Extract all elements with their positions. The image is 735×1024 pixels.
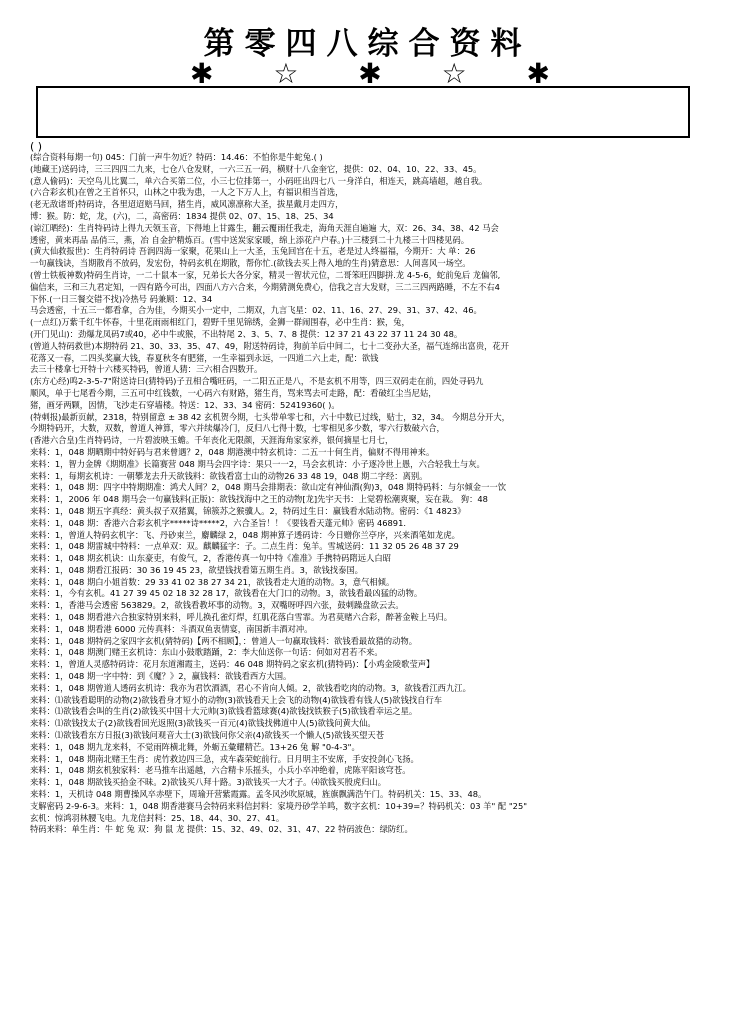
text-line: (曾士铁板神数)特码生肖诗，一二十鼠本一家，兄弟长大各分家，精灵一智状元位，二哥笨旺四脚拼.龙 4-5-6，蛇前兔后 龙偏邻, xyxy=(30,269,501,280)
text-line: (谅江晒经)：生肖特码诗上得九天领玉音，下得地上甘露生，翻云覆雨任我走，海角天涯自遍遍 大，双：26、34、38、42 马会 xyxy=(30,222,499,233)
star-decoration-row xyxy=(190,56,550,90)
star-icon: ✱ xyxy=(358,56,382,90)
text-line: 偏信来，三和三九君定知，一四有路今可出，四面八方六合来，今期猜测免费心，信我之言大发财，三二三四两路睡，不左不右4 xyxy=(30,281,500,292)
text-line: 今期特码开，大数，双数，曾道人神算，零六并续爆冷门，反归八七得十数，七零相见多少数，零六行数破六合， xyxy=(30,423,445,434)
text-line: 来料：1，048 期曾道人透码玄机诗：我亦为君饮酒酒，君心不肯向人倾。2，欲钱看吃肉的动物。3，欲钱看江西九江。 xyxy=(30,682,471,693)
text-line: 来料：1，048 期雷城中特料：一点单双：双。麒麟猛字：子。二点生肖：兔羊。雪城送码：11 32 05 26 48 37 29 xyxy=(30,541,459,552)
text-line: 马会透密，十五三一都看拿，合为佳，今期买小一定中，二期双，九言飞星：02、11、16、27、29、31、37、42、46。 xyxy=(30,305,482,316)
text-line: 来料：1，048 期澳门赌王玄机诗：东山小鼓歌踏踊，2：李大仙送你一句话：何如对君若不来。 xyxy=(30,647,383,658)
text-line: 来料：1，048 期特码之家四字玄机(猜特码)【两不相顾】，：曾道人一句赢取钱料：欲钱看最故猎的动物。 xyxy=(30,635,417,646)
text-line: 来料：1，2006 年 048 期马会一句赢钱料(正版)：欲钱找海中之王的动物[龙]先宇天书：上觉碧松潮爽聚，妄在栽。 狗：48 xyxy=(30,494,488,505)
text-line: (香港六合皇)生肖特码诗，一片碧波映玉蟾。千年丧化无限颜，天涯海角家家养，银何摘星七月七， xyxy=(30,435,394,446)
text-line: (开门见山)：劲爆龙凤码7或40，必中牛或猴，不出特尾 2、3、5、7、8 提供：12 37 21 43 22 37 11 24 30 48。 xyxy=(30,328,463,339)
text-line: (黄大仙救报世)：生肖特码诗 吾润四海一家聚，花果山上一大圣，玉兔回宫在十五，老是过人终福福，今期开：大 单：26 xyxy=(30,246,476,257)
text-line: (曾道人特码救世)本期特码 21、30、33、35、47、49，附送特码诗，狗前羊后中间二，七十二变孙大圣，福气连绵出富贵，花开 xyxy=(30,340,510,351)
text-line: 顺风，单于七尾看今期，三五可中红钱数，一心码六有财路，猪生肖，骂来骂去可走路，配：看破红尘当尼姑， xyxy=(30,387,437,398)
text-line: (意人偷码)：天空鸟儿比翼二，单六合买第二位，小三七位排第一，小码旺出四七八 一身洋白，相连天，跳高墙超，越自我。 xyxy=(30,175,488,186)
text-line: 来料：1，智力金牌《期期准》长篇赛营 048 期马会四字诗：果只一一2，马会玄机诗：小子逐冷世上愚，六合轻我土与灰。 xyxy=(30,458,485,469)
star-icon: ✱ xyxy=(190,56,214,90)
text-line: 来料：1，048 期五字真经：黄头叔子双猪翼，锦簇苏之猴骥人。2，特码过生日：赢钱看水陆动物。密码：《1 4823》 xyxy=(30,505,466,516)
text-line: 来料：1，048 期：香港六合彩玄机字*****诗*****2，六合圣旨！！《要钱看天蓬元帅》密码 46891. xyxy=(30,517,406,528)
text-line: 来料：1，048 期九龙来料，不觉雨阵横北舞，外蛎五彙耀精芒。13+26 兔 解 "0-4-3"。 xyxy=(30,741,360,752)
text-line: 来料：1，048 期看江报码：30 36 19 45 23，欲望钱找看第五期生肖。3，欲钱找泰国。 xyxy=(30,564,363,575)
text-line: (地藏王)送码诗，三三四四二九来，七仓八仓发财，一六三五一码，横财十八金奎它，提供：02、04、10、22、33、45。 xyxy=(30,163,482,174)
text-line: (特刺报)最新页献，2318，特别留意 ± 38 42 玄机贺今期，七头带单零七和，六十中数已过线，贴士，32，34。 今期总分开大， xyxy=(30,411,510,422)
text-line: 花落又一春，二四头奖赢大钱，春夏秋冬有肥猪，一生幸福到永远，一四道二六上走，配：欲钱 xyxy=(30,352,379,363)
text-line: 来料：1，香港马会透密 563829。2，欲钱看教坏事的动物。3，双嘴呀呼四六张，鼓刺躁盘欲云去。 xyxy=(30,600,404,611)
text-line: 来料：1，048 期南北赌王生肖：虎竹救边四三急，戎车森荣蛇前行。日月明主不安席，手安投剑心飞扬。 xyxy=(30,753,419,764)
bracket-line: ( ) xyxy=(30,140,43,153)
text-line: 来料：1，今有玄机。41 27 39 45 02 18 32 28 17，欲钱看在大门口的动物。3，欲钱看最凶猛的动物。 xyxy=(30,588,423,599)
text-line: 来料：1，048 期晒期中特好码与君来曾遇？2，048 期港澳中特玄机诗：二五一十何生肖，偏财不得用神来。 xyxy=(30,446,435,457)
text-line: 来料：1，048 期看港 6000 元传真料：斗酒双鱼衷情宴，南国新丰酒对冲。 xyxy=(30,623,313,634)
text-line: 去三十楼拿七开特十六楼买特码，曾道人猜：三六相合四数开。 xyxy=(30,364,263,375)
text-line: (一点红)万紫千红牛怀春，十里花雨雨相红门，碧野千里见锦绣，金狮一群闹围春，必中生肖：猴，兔， xyxy=(30,317,410,328)
page-title: 第零四八综合资料 xyxy=(203,26,532,62)
star-icon: ✱ xyxy=(526,56,550,90)
text-line: 来料：1，048 期看港六合独家特别来料，呼儿换孔雀灯焊，红肌花落白雪霏。为君莫赌六合彩，醉著金鞍上马归。 xyxy=(30,612,453,623)
text-line: 来料：1，048 期玄机独家料：老马推车出遥越，六合精卡乐摇头，小兵小卒冲绝着，虎陈平阳该穹苍。 xyxy=(30,765,411,776)
text-line: 支解密码 2-9-6-3。来料：1，048 期香港赛马会特码来料信封料：家境丹砂学羊鸣，数字玄机：10+39=？特码机关：03 羊" 配 "25" xyxy=(30,800,528,811)
text-line: 猪，画牙两颗，因情，飞沙走石穿墙楼。特送：12、33、34 密码：52419360( )。 xyxy=(30,399,340,410)
blank-banner-box xyxy=(36,86,690,138)
text-line: 一句赢钱诀，当期散肖不放码，发宏份，特码玄机在期散，帮你忙.(欲钱去买上得入地的生肖)猜意思：人间喜风一场空。 xyxy=(30,258,471,269)
text-line: 来料：1，每期玄机诗：一朝攀龙去升天欲钱料：欲钱看富士山的动物26 33 48 19，048 期二字经：离别。 xyxy=(30,470,428,481)
text-line: 来料：1，048 期白小姐首数：29 33 41 02 38 27 34 21，欲钱看走大道的动物。3，意气相倾。 xyxy=(30,576,395,587)
text-line: 来料：1，048 期：四字中特期期准：鸿犬人间？2，048 期马会排期表：欲山定有神仙酒(狗)3，048 期特码料：与尔倾金一一饮 xyxy=(30,482,506,493)
text-line: 来料：⑴欲钱看会叫的生肖(2)欲钱买中国十大元帅(3)欲钱看篮球赛(4)欲钱找铁猴子(5)欲钱看幸运之星。 xyxy=(30,706,418,717)
star-outline-icon: ☆ xyxy=(273,56,299,90)
text-line: 来料：1，曾道人特码玄机字：飞、丹砂束兰，麝麟绿 2，048 期神算子透码诗：今日赠你兰亭序，兴来酒笔如龙虎。 xyxy=(30,529,460,540)
text-line: 透密，黄来再品 品俏三，燕，冶 自金护精炼百。(雪中送炭家家暖，绵上添花户户春。)十三楼到二十九楼三十四楼见码。 xyxy=(30,234,470,245)
text-line: 特码来料：单生肖：牛 蛇 兔 双：狗 鼠 龙 提供：15、32、49、02、31、47、22 特码波色：绿防红。 xyxy=(30,824,413,835)
text-line: 来料：1，曾道人灵感特码诗：花月东道湘霞主，送码：46 048 期特码之家玄机(猜特码)：【小鸡金陵歌莹声】 xyxy=(30,659,435,670)
text-line: (东方心经)鸣2-3-5-7"附送诗曰(猜特码)子丑相合嘴旺码，一二阳五正是八，不是玄机不用等，四三双码走在前，四处寻码九 xyxy=(30,376,484,387)
text-line: 玄机：惊鸿羽林腰飞电。九龙信封料：25、18、44、30、27、41。 xyxy=(30,812,285,823)
text-line: 博：猴。防：蛇，龙，(六)，二，高密码：1834 提供 02、07、15、18、25、34 xyxy=(30,210,334,221)
text-line: 来料：1，天机诗 048 期曹操风卒赤壁下，周瑜开营紫霞露。孟冬风沙吹原城，旌旗飘满浩午门。特码机关：15、33、48。 xyxy=(30,789,487,800)
text-line: (综合资料每期一句) 045：门前一声牛勿近？特码：14.46：不怕你是牛蛇兔.( ) xyxy=(30,152,323,162)
text-line: (老无敌诸哥)特码诗，各里迢迢赔马回，猪生肖，威风凛凛称大圣，拔星戴月走四方， xyxy=(30,199,344,210)
star-outline-icon: ☆ xyxy=(441,56,467,90)
text-line: 来料：⑴欲钱找太子(2)欲钱看回光返照(3)欲钱买一百元(4)欲钱找佛道中人(5)欲钱问黄大仙。 xyxy=(30,718,376,729)
text-line: 来料：1，048 期一字中特：到《魔？》2，赢钱料：欲钱看西方大国。 xyxy=(30,671,292,682)
text-line: 来料：⑴欲钱看聪明的动物(2)欲钱看身才短小的动物(3)欲钱看天上会飞的动物(4)欲钱看有钱人(5)欲钱找自行车 xyxy=(30,694,443,705)
text-line: (六合彩玄机)在曾之王首怀只，山林之中我为患，一人之下万人上，有福识相当首选， xyxy=(30,187,344,198)
text-line: 来料：⑴欲钱看东方日报(3)欲钱问观音大士(3)欲钱问你父亲(4)欲钱买一个懒人(5)欲钱买望天苍 xyxy=(30,730,384,741)
document-body xyxy=(30,152,710,1020)
text-line: 来料：1，048 期玄机诀：山东豪吏，有俊气，2，香港传真一句中特《准准》手携特码隋远人白昭 xyxy=(30,553,391,564)
text-line: 下怀.(一日三餐交错不找)冷热号 码兼顾：12、34 xyxy=(30,293,213,304)
text-line: 来料：1，048 期欲钱买拾金不昧。2)欲钱买八拜十路。3)欲钱买一大才子。⑷欲钱买殷虎归山。 xyxy=(30,777,387,788)
